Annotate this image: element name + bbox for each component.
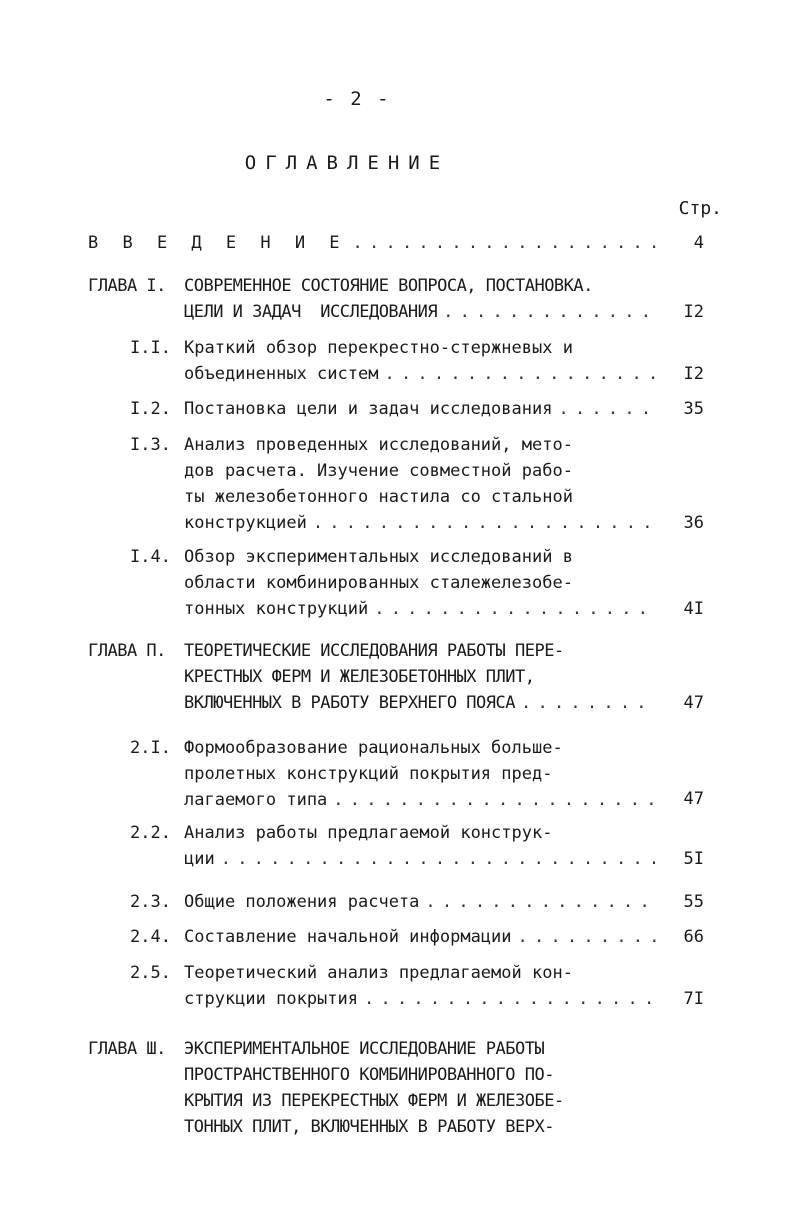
chapter-label: ГЛАВА П. <box>88 641 166 661</box>
toc-entry-page: I2 <box>683 302 704 322</box>
toc-entry-text: объединенных систем <box>184 364 379 384</box>
toc-entry-line <box>184 396 662 422</box>
toc-entry-text: Общие положения расчета <box>184 892 420 912</box>
toc-entry-text: струкции покрытия <box>184 989 358 1009</box>
toc-entry-text: ВКЛЮЧЕННЫХ В РАБОТУ ВЕРХНЕГО ПОЯСА <box>184 693 515 713</box>
toc-entry-line: ты железобетонного настила со стальной <box>184 487 573 507</box>
document-title: ОГЛАВЛЕНИЕ <box>244 152 450 174</box>
toc-entry-line: ЭКСПЕРИМЕНТАЛЬНОЕ ИССЛЕДОВАНИЕ РАБОТЫ <box>184 1039 545 1059</box>
page-column-header: Стр. <box>678 198 722 219</box>
toc-entry-line: ТОННЫХ ПЛИТ, ВКЛЮЧЕННЫХ В РАБОТУ ВЕРХ- <box>184 1117 554 1137</box>
toc-entry-page: 5I <box>683 849 704 869</box>
leader-dots <box>353 230 656 256</box>
toc-entry-line <box>184 690 662 716</box>
toc-entry-chapter-3[interactable] <box>184 1036 564 1140</box>
toc-entry-chapter-1[interactable] <box>184 273 662 325</box>
chapter-label: ГЛАВА I. <box>88 276 166 296</box>
toc-entry-text: В В Е Д Е Н И Е <box>88 233 347 253</box>
toc-entry-page: 66 <box>683 927 704 947</box>
toc-entry-section-2-3[interactable] <box>184 889 662 915</box>
toc-entry-text: Составление начальной информации <box>184 927 512 947</box>
toc-entry-page: 35 <box>683 399 704 419</box>
toc-entry-line <box>184 889 662 915</box>
leader-dots <box>374 596 656 622</box>
toc-entry-page: 47 <box>683 789 704 809</box>
section-label: 2.2. <box>130 823 171 843</box>
toc-entry-line: Анализ проведенных исследований, мето- <box>184 435 573 455</box>
toc-entry-introduction[interactable] <box>88 230 662 256</box>
toc-entry-line: Формообразование рациональных больше- <box>184 738 563 758</box>
toc-entry-line: Анализ работы предлагаемой конструк- <box>184 823 553 843</box>
section-label: I.I. <box>130 338 171 358</box>
toc-entry-line: Теоретический анализ предлагаемой кон- <box>184 963 573 983</box>
chapter-label: ГЛАВА Ш. <box>88 1039 166 1059</box>
toc-entry-line: ТЕОРЕТИЧЕСКИЕ ИССЛЕДОВАНИЯ РАБОТЫ ПЕРЕ- <box>184 641 564 661</box>
section-label: I.2. <box>130 399 171 419</box>
toc-entry-section-2-5[interactable] <box>184 960 662 1012</box>
toc-entry-text: лагаемого типа <box>184 790 328 810</box>
toc-entry-line <box>184 924 662 950</box>
toc-entry-text: ЦЕЛИ И ЗАДАЧ ИССЛЕДОВАНИЯ <box>184 302 438 322</box>
toc-entry-line <box>184 846 662 872</box>
section-label: I.3. <box>130 435 171 455</box>
toc-entry-text: ции <box>184 849 215 869</box>
leader-dots <box>521 690 656 716</box>
toc-entry-line: СОВРЕМЕННОЕ СОСТОЯНИЕ ВОПРОСА, ПОСТАНОВКА. <box>184 276 593 296</box>
toc-entry-line: Краткий обзор перекрестно-стержневых и <box>184 338 573 358</box>
toc-entry-line <box>184 299 662 325</box>
leader-dots <box>558 396 656 422</box>
leader-dots <box>518 924 656 950</box>
toc-entry-line <box>184 510 662 536</box>
leader-dots <box>425 889 656 915</box>
leader-dots <box>221 846 656 872</box>
leader-dots <box>443 299 656 325</box>
leader-dots <box>333 787 656 813</box>
section-label: 2.5. <box>130 963 171 983</box>
toc-entry-section-2-2[interactable] <box>184 820 662 872</box>
page-number: - 2 - <box>323 88 391 110</box>
toc-entry-page: 55 <box>683 892 704 912</box>
toc-entry-page: I2 <box>683 364 704 384</box>
toc-entry-section-1-3[interactable] <box>184 432 662 536</box>
toc-entry-chapter-2[interactable] <box>184 638 662 716</box>
toc-entry-line: пролетных конструкций покрытия пред- <box>184 764 553 784</box>
toc-entry-line: ПРОСТРАНСТВЕННОГО КОМБИНИРОВАННОГО ПО- <box>184 1065 554 1085</box>
toc-entry-text: Постановка цели и задач исследования <box>184 399 553 419</box>
leader-dots <box>364 986 656 1012</box>
section-label: 2.3. <box>130 892 171 912</box>
toc-entry-page: 36 <box>683 513 704 533</box>
toc-entry-line <box>184 361 662 387</box>
toc-entry-text: конструкцией <box>184 513 307 533</box>
toc-entry-line <box>88 230 662 256</box>
toc-entry-line: дов расчета. Изучение совместной рабо- <box>184 461 573 481</box>
section-label: I.4. <box>130 547 171 567</box>
section-label: 2.4. <box>130 927 171 947</box>
toc-entry-page: 7I <box>683 989 704 1009</box>
toc-entry-line <box>184 596 662 622</box>
toc-entry-line: Обзор экспериментальных исследований в <box>184 547 573 567</box>
leader-dots <box>313 510 656 536</box>
toc-entry-page: 4 <box>693 233 704 253</box>
toc-entry-line: области комбинированных сталежелезобе- <box>184 573 573 593</box>
toc-entry-line: КРЫТИЯ ИЗ ПЕРЕКРЕСТНЫХ ФЕРМ И ЖЕЛЕЗОБЕ- <box>184 1091 564 1111</box>
toc-entry-section-1-4[interactable] <box>184 544 662 622</box>
toc-entry-line <box>184 986 662 1012</box>
toc-entry-section-1-2[interactable] <box>184 396 662 422</box>
toc-entry-page: 4I <box>683 599 704 619</box>
toc-entry-line <box>184 787 662 813</box>
toc-entry-text: тонных конструкций <box>184 599 369 619</box>
toc-entry-section-1-1[interactable] <box>184 335 662 387</box>
toc-entry-section-2-1[interactable] <box>184 735 662 813</box>
toc-entry-page: 47 <box>683 693 704 713</box>
section-label: 2.I. <box>130 738 171 758</box>
leader-dots <box>384 361 656 387</box>
toc-entry-section-2-4[interactable] <box>184 924 662 950</box>
toc-entry-line: КРЕСТНЫХ ФЕРМ И ЖЕЛЕЗОБЕТОННЫХ ПЛИТ, <box>184 667 535 687</box>
